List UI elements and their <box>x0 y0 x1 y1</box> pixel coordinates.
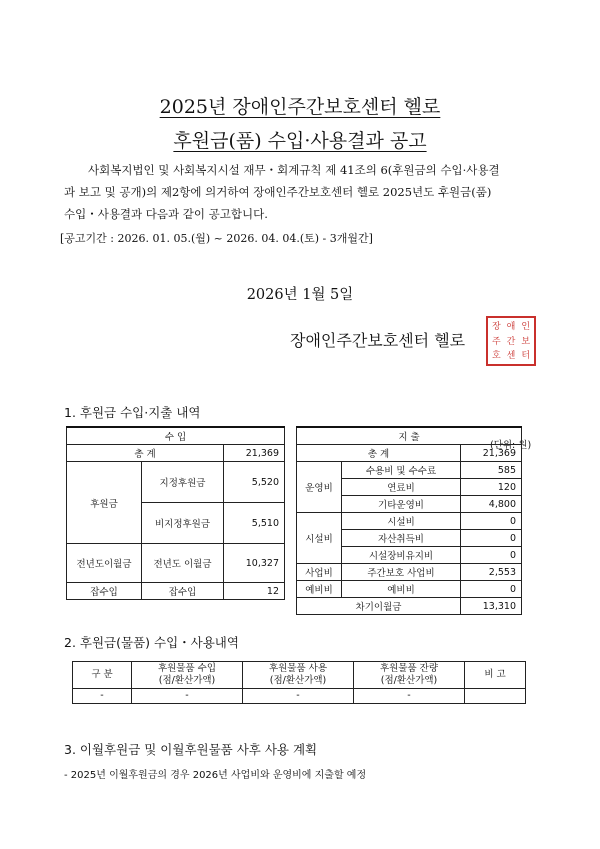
operation-item-label: 수용비 및 수수료 <box>342 462 461 479</box>
facility-item-label: 시설장비유지비 <box>342 547 461 564</box>
income-total-value: 21,369 <box>224 445 285 462</box>
expense-header: 지 출 <box>297 427 522 445</box>
operation-group: 운영비 <box>297 462 342 513</box>
reserve-label: 예비비 <box>342 581 461 598</box>
official-seal: 장 애 인 주 간 보 호 센 터 <box>486 316 536 366</box>
income-header: 수 입 <box>67 427 285 445</box>
cell: - <box>73 689 132 704</box>
facility-item-label: 자산취득비 <box>342 530 461 547</box>
expense-table <box>296 426 522 615</box>
nondesignated-label: 비지정후원금 <box>142 503 224 544</box>
reserve-group: 예비비 <box>297 581 342 598</box>
col-category: 구 분 <box>73 662 132 689</box>
table-row <box>73 689 526 704</box>
col-income: 후원물품 수입 (점/환산가액) <box>132 662 243 689</box>
cell: - <box>132 689 243 704</box>
unit-label: (단위: 원) <box>490 440 532 451</box>
section2-heading: 2. 후원금(물품) 수입・사용내역 <box>64 635 239 650</box>
project-group: 사업비 <box>297 564 342 581</box>
intro-line1: 사회복지법인 및 사회복지시설 재무・회계규칙 제 41조의 6(후원금의 수입·사용결 <box>88 163 500 177</box>
next-carry-value: 13,310 <box>461 598 522 615</box>
facility-item-label: 시설비 <box>342 513 461 530</box>
section3-heading: 3. 이월후원금 및 이월후원물품 사후 사용 계획 <box>64 742 318 757</box>
notice-period: [공고기간 : 2026. 01. 05.(월) ~ 2026. 04. 04.(토) - 3개월간] <box>60 232 373 245</box>
document-title-line1: 2025년 장애인주간보호센터 헬로 <box>159 96 441 118</box>
operation-item-label: 연료비 <box>342 479 461 496</box>
carryover-group: 전년도이월금 <box>67 544 142 583</box>
cell: - <box>354 689 465 704</box>
income-table <box>66 426 285 600</box>
expense-total-label: 총 계 <box>297 445 461 462</box>
facility-item-value: 0 <box>461 513 522 530</box>
operation-item-label: 기타운영비 <box>342 496 461 513</box>
section1-heading: 1. 후원금 수입·지출 내역 <box>64 405 201 420</box>
reserve-value: 0 <box>461 581 522 598</box>
donation-group: 후원금 <box>67 462 142 544</box>
next-carry-label: 차기이월금 <box>297 598 461 615</box>
document-title-line2: 후원금(품) 수입·사용결과 공고 <box>173 130 427 152</box>
misc-group: 잡수입 <box>67 583 142 600</box>
intro-line3: 수입・사용결과 다음과 같이 공고합니다. <box>64 207 268 221</box>
col-balance: 후원물품 잔량 (점/환산가액) <box>354 662 465 689</box>
operation-item-value: 585 <box>461 462 522 479</box>
income-total-label: 총 계 <box>67 445 224 462</box>
carryover-label: 전년도 이월금 <box>142 544 224 583</box>
expense-total-value: 21,369 <box>461 445 522 462</box>
cell: - <box>243 689 354 704</box>
misc-value: 12 <box>224 583 285 600</box>
nondesignated-value: 5,510 <box>224 503 285 544</box>
designated-label: 지정후원금 <box>142 462 224 503</box>
facility-item-value: 0 <box>461 530 522 547</box>
facility-item-value: 0 <box>461 547 522 564</box>
organization-name: 장애인주간보호센터 헬로 <box>290 331 466 350</box>
notice-date: 2026년 1월 5일 <box>246 287 354 303</box>
goods-table <box>72 661 526 704</box>
col-note: 비 고 <box>465 662 526 689</box>
designated-value: 5,520 <box>224 462 285 503</box>
facility-group: 시설비 <box>297 513 342 564</box>
col-use: 후원물품 사용 (점/환산가액) <box>243 662 354 689</box>
operation-item-value: 120 <box>461 479 522 496</box>
misc-label: 잡수입 <box>142 583 224 600</box>
section3-note: - 2025년 이월후원금의 경우 2026년 사업비와 운영비에 지출할 예정 <box>64 770 367 781</box>
cell <box>465 689 526 704</box>
project-value: 2,553 <box>461 564 522 581</box>
intro-line2: 과 보고 및 공개)의 제2항에 의거하여 장애인주간보호센터 헬로 2025년도 후원금(품) <box>64 185 492 199</box>
project-label: 주간보호 사업비 <box>342 564 461 581</box>
carryover-value: 10,327 <box>224 544 285 583</box>
operation-item-value: 4,800 <box>461 496 522 513</box>
